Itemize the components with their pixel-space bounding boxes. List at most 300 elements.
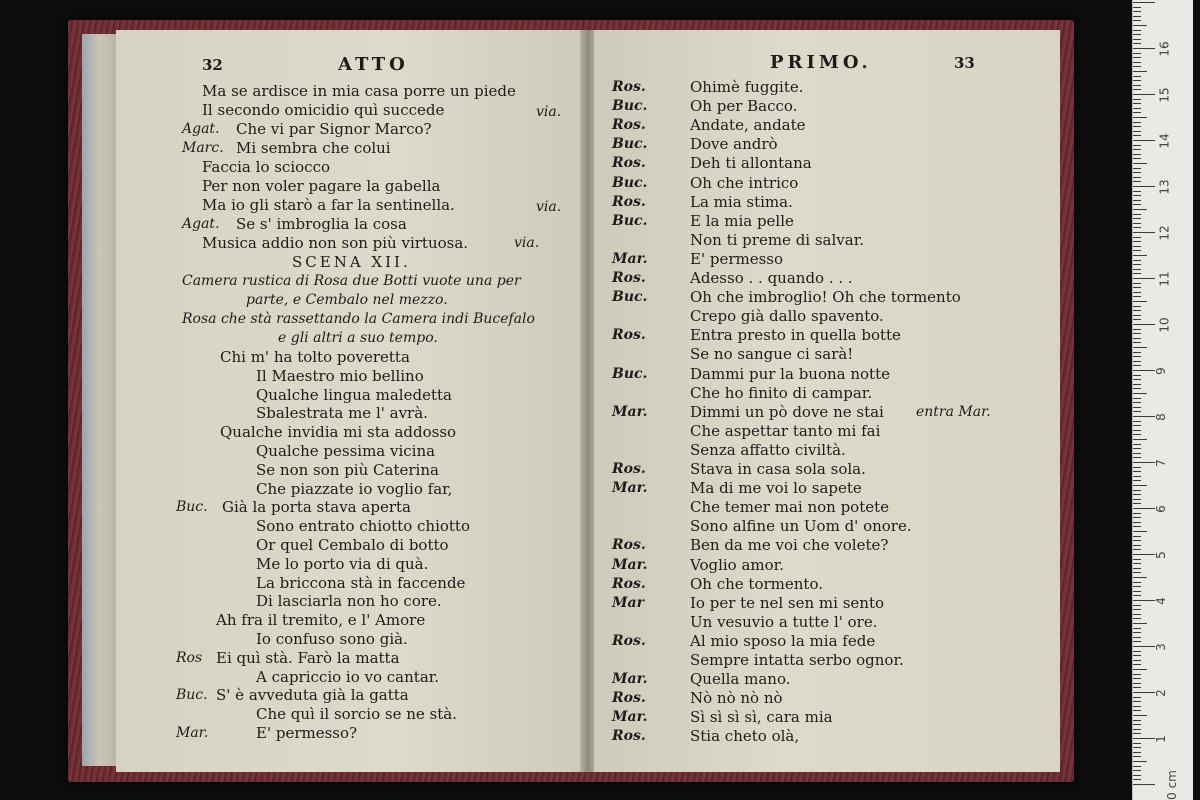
ruler-tick bbox=[1133, 582, 1141, 583]
ruler-tick bbox=[1133, 637, 1141, 638]
ruler-tick bbox=[1133, 775, 1141, 776]
ruler-tick bbox=[1133, 181, 1141, 182]
verse-line: Qualche invidia mi sta addosso bbox=[220, 423, 457, 442]
ruler-tick bbox=[1133, 476, 1141, 477]
verse-line: Sì sì sì sì, cara mia bbox=[690, 708, 833, 727]
ruler-tick bbox=[1133, 692, 1155, 693]
ruler-tick bbox=[1133, 407, 1141, 408]
verse-line: Qualche pessima vicina bbox=[256, 442, 436, 460]
verse-line: Sono alfine un Uom d' onore. bbox=[690, 517, 912, 536]
ruler-tick bbox=[1133, 632, 1141, 633]
ruler-tick bbox=[1133, 324, 1155, 325]
speaker-name: Ros. bbox=[612, 690, 646, 707]
speaker-name: Buc. bbox=[612, 212, 648, 229]
speaker-name: Agat. bbox=[182, 216, 220, 232]
ruler-tick bbox=[1133, 25, 1147, 26]
ruler-tick bbox=[1133, 761, 1147, 762]
verse-line: Al mio sposo la mia fede bbox=[690, 631, 876, 650]
speaker-name: Ros. bbox=[612, 270, 646, 286]
speaker-name: Mar. bbox=[612, 403, 648, 420]
verse-line: Per non voler pagare la gabella bbox=[202, 177, 441, 195]
running-header: PRIMO. bbox=[770, 52, 872, 73]
verse-line: Io per te nel sen mi sento bbox=[690, 593, 885, 612]
stage-direction: entra Mar. bbox=[916, 403, 991, 420]
ruler-tick bbox=[1133, 237, 1141, 238]
ruler-tick bbox=[1133, 499, 1141, 500]
ruler-tick bbox=[1133, 729, 1141, 730]
ruler-tick bbox=[1133, 554, 1155, 555]
ruler-number: 4 bbox=[1153, 597, 1168, 605]
verse-line: Oh che tormento. bbox=[690, 574, 823, 593]
verse-line: La briccona stà in faccende bbox=[256, 573, 466, 592]
verse-line: Non ti preme di salvar. bbox=[690, 230, 865, 249]
ruler-tick bbox=[1133, 779, 1141, 780]
ruler-tick bbox=[1133, 89, 1141, 90]
ruler-tick bbox=[1133, 103, 1141, 104]
ruler-tick bbox=[1133, 715, 1147, 716]
ruler-tick bbox=[1133, 434, 1141, 435]
ruler-tick bbox=[1133, 531, 1147, 532]
speaker-name: Ros. bbox=[612, 327, 646, 344]
verse-line: Oh che imbroglio! Oh che tormento bbox=[690, 288, 961, 307]
ruler-tick bbox=[1133, 34, 1141, 35]
ruler-number: 13 bbox=[1157, 179, 1172, 195]
ruler-tick bbox=[1133, 490, 1141, 491]
ruler-tick bbox=[1133, 784, 1155, 785]
ruler-number: 7 bbox=[1153, 459, 1168, 467]
ruler-tick bbox=[1133, 485, 1147, 486]
ruler-tick bbox=[1133, 526, 1141, 527]
ruler-tick bbox=[1133, 618, 1141, 619]
speaker-name: Buc. bbox=[612, 174, 648, 191]
ruler-tick bbox=[1133, 683, 1141, 684]
verse-line: Un vesuvio a tutte l' ore. bbox=[690, 612, 878, 631]
ruler-tick bbox=[1133, 595, 1141, 596]
ruler-tick bbox=[1133, 545, 1141, 546]
ruler-tick bbox=[1133, 112, 1141, 113]
ruler-tick bbox=[1133, 108, 1141, 109]
speaker-name: Marc. bbox=[182, 140, 224, 156]
ruler-tick bbox=[1133, 738, 1155, 739]
ruler-tick bbox=[1133, 347, 1147, 348]
verse-line: Ah fra il tremito, e l' Amore bbox=[216, 611, 426, 630]
ruler-tick bbox=[1133, 536, 1141, 537]
speaker-name: Mar. bbox=[612, 709, 648, 726]
ruler-tick bbox=[1133, 752, 1141, 753]
speaker-name: Mar. bbox=[176, 725, 209, 741]
speaker-name: Mar. bbox=[612, 250, 648, 267]
ruler-number: 10 bbox=[1157, 317, 1172, 333]
ruler-tick bbox=[1133, 664, 1141, 665]
ruler-tick bbox=[1133, 218, 1141, 219]
scene-description: Rosa che stà rassettando la Camera indi Bucefalo bbox=[182, 311, 535, 327]
ruler-tick bbox=[1133, 122, 1141, 123]
ruler-number: 8 bbox=[1153, 413, 1168, 421]
page-number: 32 bbox=[202, 56, 223, 74]
verse-line: Sono entrato chiotto chiotto bbox=[256, 517, 470, 536]
ruler-tick bbox=[1133, 57, 1141, 58]
ruler-tick bbox=[1133, 99, 1141, 100]
ruler-tick bbox=[1133, 720, 1141, 721]
verse-line: Or quel Cembalo di botto bbox=[256, 536, 449, 554]
ruler-number: 5 bbox=[1153, 551, 1168, 559]
ruler-tick bbox=[1133, 158, 1141, 159]
ruler-tick bbox=[1133, 467, 1141, 468]
ruler-tick bbox=[1133, 687, 1141, 688]
speaker-name: Mar bbox=[612, 594, 644, 611]
page-edges bbox=[82, 34, 118, 766]
speaker-name: Ros. bbox=[612, 728, 646, 745]
verse-line: Deh ti allontana bbox=[690, 154, 812, 173]
right-page bbox=[594, 30, 1060, 772]
ruler-tick bbox=[1133, 306, 1141, 307]
ruler-tick bbox=[1133, 361, 1141, 362]
ruler-tick bbox=[1133, 71, 1147, 72]
ruler-tick bbox=[1133, 39, 1141, 40]
ruler-tick bbox=[1133, 471, 1141, 472]
speaker-name: Ros. bbox=[612, 193, 646, 210]
verse-line: Dove andrò bbox=[690, 135, 778, 154]
speaker-name: Ros. bbox=[612, 79, 646, 95]
ruler-tick bbox=[1133, 94, 1155, 95]
ruler-tick bbox=[1133, 214, 1141, 215]
ruler-tick bbox=[1133, 756, 1141, 757]
verse-line: Che aspettar tanto mi fai bbox=[690, 421, 881, 440]
ruler-tick bbox=[1133, 549, 1141, 550]
ruler-tick bbox=[1133, 411, 1141, 412]
ruler-tick bbox=[1133, 43, 1141, 44]
ruler-tick bbox=[1133, 356, 1141, 357]
scene-description: e gli altri a suo tempo. bbox=[278, 330, 438, 346]
speaker-name: Ros. bbox=[612, 632, 646, 649]
ruler-tick bbox=[1133, 448, 1141, 449]
stage-direction: via. bbox=[514, 235, 540, 251]
ruler-tick bbox=[1133, 651, 1141, 652]
ruler-tick bbox=[1133, 375, 1141, 376]
ruler-tick bbox=[1133, 16, 1141, 17]
page-number: 33 bbox=[954, 54, 975, 72]
verse-line: Ma io gli starò a far la sentinella. bbox=[202, 196, 455, 214]
ruler-tick bbox=[1133, 701, 1141, 702]
ruler-tick bbox=[1133, 655, 1141, 656]
ruler-tick bbox=[1133, 425, 1141, 426]
speaker-name: Buc. bbox=[176, 499, 208, 516]
ruler-tick bbox=[1133, 186, 1155, 187]
ruler-tick bbox=[1133, 338, 1141, 339]
speaker-name: Buc. bbox=[612, 98, 648, 115]
ruler-tick bbox=[1133, 660, 1141, 661]
ruler-tick bbox=[1133, 444, 1141, 445]
ruler-tick bbox=[1133, 743, 1141, 744]
ruler-tick bbox=[1133, 609, 1141, 610]
ruler-tick bbox=[1133, 457, 1141, 458]
ruler-tick bbox=[1133, 365, 1141, 366]
ruler-tick bbox=[1133, 204, 1141, 205]
ruler-tick bbox=[1133, 48, 1155, 49]
ruler-tick bbox=[1133, 76, 1141, 77]
ruler-tick bbox=[1133, 508, 1155, 509]
ruler-tick bbox=[1133, 168, 1141, 169]
ruler-tick bbox=[1133, 66, 1141, 67]
ruler-number: 11 bbox=[1157, 271, 1172, 287]
verse-line: Musica addio non son più virtuosa. bbox=[202, 234, 469, 252]
ruler-number: 9 bbox=[1153, 367, 1168, 375]
verse-line: Mi sembra che colui bbox=[236, 139, 391, 157]
ruler-tick bbox=[1133, 145, 1141, 146]
verse-line: Il secondo omicidio quì succede bbox=[202, 101, 445, 119]
verse-line: Stia cheto olà, bbox=[690, 727, 800, 746]
ruler-tick bbox=[1133, 710, 1141, 711]
ruler-tick bbox=[1133, 388, 1141, 389]
ruler-tick bbox=[1133, 384, 1141, 385]
ruler-tick bbox=[1133, 513, 1141, 514]
speaker-name: Buc. bbox=[176, 687, 208, 704]
ruler-tick bbox=[1133, 154, 1141, 155]
verse-line: Se non son più Caterina bbox=[256, 460, 439, 479]
ruler-tick bbox=[1133, 559, 1141, 560]
verse-line: Andate, andate bbox=[690, 116, 806, 135]
ruler-tick bbox=[1133, 163, 1147, 164]
verse-line: Se s' imbroglia la cosa bbox=[236, 215, 407, 233]
ruler-number: 6 bbox=[1153, 505, 1168, 513]
ruler-tick bbox=[1133, 416, 1155, 417]
ruler-tick bbox=[1133, 310, 1141, 311]
ruler-tick bbox=[1133, 329, 1141, 330]
verse-line: Faccia lo sciocco bbox=[202, 158, 330, 176]
ruler-tick bbox=[1133, 770, 1141, 771]
verse-line: Voglio amor. bbox=[690, 555, 784, 574]
speaker-name: Buc. bbox=[612, 365, 648, 382]
left-page bbox=[116, 30, 582, 772]
ruler-tick bbox=[1133, 577, 1147, 578]
speaker-name: Ros. bbox=[612, 575, 646, 592]
ruler-tick bbox=[1133, 283, 1141, 284]
ruler-tick bbox=[1133, 623, 1147, 624]
ruler-tick bbox=[1133, 600, 1155, 601]
ruler-tick bbox=[1133, 227, 1141, 228]
ruler-tick bbox=[1133, 319, 1141, 320]
running-header: ATTO bbox=[338, 54, 409, 75]
ruler-tick bbox=[1133, 246, 1141, 247]
ruler-tick bbox=[1133, 393, 1147, 394]
ruler-tick bbox=[1133, 674, 1141, 675]
ruler-tick bbox=[1133, 296, 1141, 297]
ruler-tick bbox=[1133, 292, 1141, 293]
ruler-tick bbox=[1133, 20, 1141, 21]
ruler-tick bbox=[1133, 568, 1141, 569]
ruler-tick bbox=[1133, 223, 1141, 224]
verse-line: Ei quì stà. Farò la matta bbox=[216, 648, 400, 667]
ruler-tick bbox=[1133, 260, 1141, 261]
scene-title: SCENA XII. bbox=[292, 253, 411, 271]
ruler-tick bbox=[1133, 421, 1141, 422]
ruler-tick bbox=[1133, 200, 1141, 201]
speaker-name: Mar. bbox=[612, 671, 648, 688]
verse-line: Me lo porto via di quà. bbox=[256, 554, 429, 573]
measuring-ruler bbox=[1132, 0, 1193, 800]
verse-line: Qualche lingua maledetta bbox=[256, 385, 452, 404]
ruler-tick bbox=[1133, 641, 1141, 642]
verse-line: Entra presto in quella botte bbox=[690, 326, 901, 345]
ruler-tick bbox=[1133, 241, 1141, 242]
ruler-tick bbox=[1133, 517, 1141, 518]
ruler-tick bbox=[1133, 2, 1155, 3]
ruler-tick bbox=[1133, 191, 1141, 192]
ruler-tick bbox=[1133, 264, 1141, 265]
ruler-tick bbox=[1133, 605, 1141, 606]
ruler-tick bbox=[1133, 11, 1141, 12]
ruler-number: 0 cm bbox=[1164, 770, 1179, 800]
ruler-tick bbox=[1133, 563, 1141, 564]
ruler-tick bbox=[1133, 273, 1141, 274]
verse-line: Che vi par Signor Marco? bbox=[236, 120, 432, 138]
ruler-tick bbox=[1133, 301, 1147, 302]
verse-line: Già la porta stava aperta bbox=[222, 498, 411, 517]
speaker-name: Mar. bbox=[612, 556, 648, 573]
ruler-number: 2 bbox=[1153, 689, 1168, 697]
verse-line: Che ho finito di campar. bbox=[690, 383, 873, 402]
verse-line: A capriccio io vo cantar. bbox=[256, 667, 440, 686]
ruler-tick bbox=[1133, 149, 1141, 150]
verse-line: Stava in casa sola sola. bbox=[690, 460, 866, 478]
ruler-number: 15 bbox=[1157, 87, 1172, 103]
ruler-tick bbox=[1133, 352, 1141, 353]
ruler-tick bbox=[1133, 80, 1141, 81]
speaker-name: Mar. bbox=[612, 480, 648, 497]
ruler-tick bbox=[1133, 480, 1141, 481]
verse-line: Dimmi un pò dove ne stai bbox=[690, 402, 884, 421]
ruler-tick bbox=[1133, 342, 1141, 343]
ruler-tick bbox=[1133, 586, 1141, 587]
ruler-tick bbox=[1133, 135, 1141, 136]
verse-line: Oh per Bacco. bbox=[690, 97, 798, 116]
ruler-tick bbox=[1133, 30, 1141, 31]
ruler-tick bbox=[1133, 669, 1147, 670]
ruler-tick bbox=[1133, 678, 1141, 679]
ruler-tick bbox=[1133, 269, 1141, 270]
ruler-tick bbox=[1133, 209, 1147, 210]
ruler-tick bbox=[1133, 370, 1155, 371]
ruler-tick bbox=[1133, 232, 1155, 233]
ruler-tick bbox=[1133, 591, 1141, 592]
speaker-name: Ros. bbox=[612, 155, 646, 172]
ruler-tick bbox=[1133, 172, 1141, 173]
ruler-tick bbox=[1133, 126, 1141, 127]
verse-line: Nò nò nò nò bbox=[690, 689, 783, 708]
ruler-tick bbox=[1133, 287, 1141, 288]
speaker-name: Agat. bbox=[182, 121, 220, 137]
ruler-tick bbox=[1133, 733, 1141, 734]
verse-line: Quella mano. bbox=[690, 670, 791, 689]
verse-line: Crepo già dallo spavento. bbox=[690, 307, 884, 326]
speaker-name: Ros. bbox=[612, 117, 646, 134]
verse-line: Di lasciarla non ho core. bbox=[256, 592, 442, 611]
ruler-number: 14 bbox=[1157, 133, 1172, 149]
speaker-name: Ros. bbox=[612, 461, 646, 477]
ruler-tick bbox=[1133, 117, 1147, 118]
verse-line: Sempre intatta serbo ognor. bbox=[690, 651, 904, 669]
ruler-tick bbox=[1133, 462, 1155, 463]
ruler-tick bbox=[1133, 315, 1141, 316]
ruler-tick bbox=[1133, 333, 1141, 334]
verse-line: Che temer mai non potete bbox=[690, 498, 890, 517]
ruler-tick bbox=[1133, 628, 1141, 629]
verse-line: La mia stima. bbox=[690, 192, 793, 211]
ruler-tick bbox=[1133, 646, 1155, 647]
scene-description: parte, e Cembalo nel mezzo. bbox=[246, 292, 448, 308]
ruler-number: 16 bbox=[1157, 41, 1172, 57]
ruler-tick bbox=[1133, 402, 1141, 403]
ruler-tick bbox=[1133, 85, 1141, 86]
ruler-tick bbox=[1133, 430, 1141, 431]
verse-line: Il Maestro mio bellino bbox=[256, 366, 424, 385]
stage-direction: via. bbox=[536, 104, 562, 120]
ruler-tick bbox=[1133, 131, 1141, 132]
verse-line: E la mia pelle bbox=[690, 211, 794, 230]
verse-line: Chi m' ha tolto poveretta bbox=[220, 348, 410, 366]
ruler-tick bbox=[1133, 766, 1141, 767]
ruler-tick bbox=[1133, 540, 1141, 541]
scene-description: Camera rustica di Rosa due Botti vuote una per bbox=[182, 273, 521, 289]
verse-line: Adesso . . quando . . . bbox=[690, 269, 853, 287]
ruler-tick bbox=[1133, 398, 1141, 399]
ruler-tick bbox=[1133, 250, 1141, 251]
speaker-name: Ros. bbox=[612, 537, 646, 554]
ruler-tick bbox=[1133, 7, 1141, 8]
verse-line: Ma se ardisce in mia casa porre un piede bbox=[202, 82, 516, 100]
ruler-tick bbox=[1133, 747, 1141, 748]
verse-line: Ohimè fuggite. bbox=[690, 78, 804, 96]
ruler-tick bbox=[1133, 62, 1141, 63]
ruler-tick bbox=[1133, 379, 1141, 380]
ruler-number: 3 bbox=[1153, 643, 1168, 651]
ruler-tick bbox=[1133, 706, 1141, 707]
verse-line: E' permesso? bbox=[256, 724, 358, 742]
verse-line: S' è avveduta già la gatta bbox=[216, 686, 409, 705]
speaker-name: Ros bbox=[176, 649, 203, 666]
verse-line: Senza affatto civiltà. bbox=[690, 440, 846, 459]
speaker-name: Buc. bbox=[612, 289, 648, 306]
ruler-tick bbox=[1133, 697, 1141, 698]
ruler-number: 12 bbox=[1157, 225, 1172, 241]
ruler-tick bbox=[1133, 614, 1141, 615]
speaker-name: Buc. bbox=[612, 136, 648, 153]
ruler-tick bbox=[1133, 572, 1141, 573]
ruler-tick bbox=[1133, 724, 1141, 725]
verse-line: Oh che intrico bbox=[690, 173, 799, 192]
ruler-tick bbox=[1133, 177, 1141, 178]
ruler-tick bbox=[1133, 439, 1147, 440]
verse-line: Che piazzate io voglio far, bbox=[256, 479, 453, 498]
verse-line: Se no sangue ci sarà! bbox=[690, 345, 854, 364]
stage-direction: via. bbox=[536, 199, 562, 215]
ruler-tick bbox=[1133, 195, 1141, 196]
ruler-tick bbox=[1133, 494, 1141, 495]
verse-line: Ben da me voi che volete? bbox=[690, 536, 889, 555]
ruler-tick bbox=[1133, 278, 1155, 279]
verse-line: Ma di me voi lo sapete bbox=[690, 479, 862, 498]
ruler-tick bbox=[1133, 53, 1141, 54]
ruler-tick bbox=[1133, 140, 1155, 141]
ruler-tick bbox=[1133, 522, 1141, 523]
verse-line: Sbalestrata me l' avrà. bbox=[256, 404, 428, 423]
ruler-number: 1 bbox=[1153, 735, 1168, 743]
verse-line: Io confuso sono già. bbox=[256, 630, 408, 648]
verse-line: Dammi pur la buona notte bbox=[690, 364, 890, 383]
verse-line: E' permesso bbox=[690, 249, 784, 268]
ruler-tick bbox=[1133, 453, 1141, 454]
ruler-tick bbox=[1133, 255, 1147, 256]
